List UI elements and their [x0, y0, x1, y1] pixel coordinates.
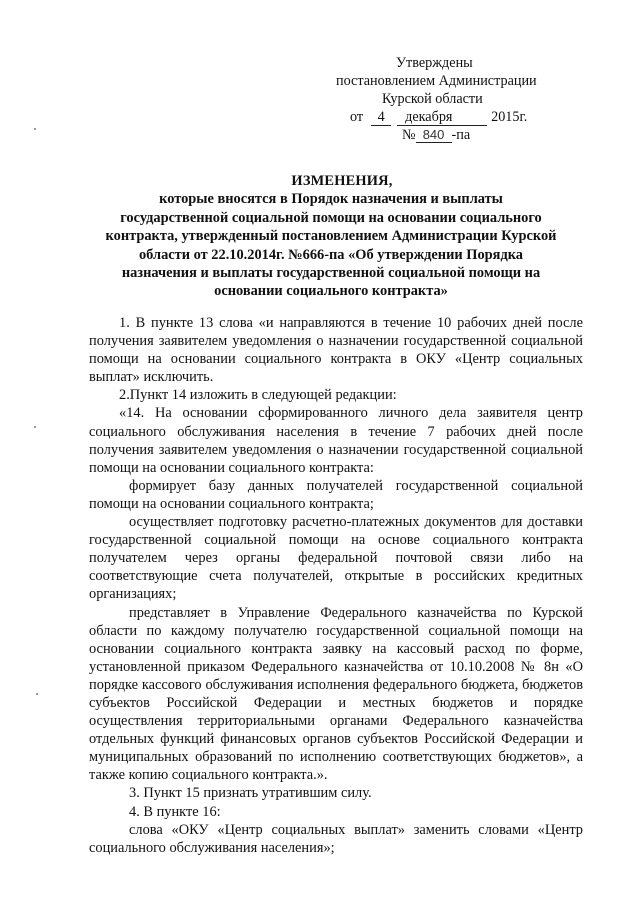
approval-title: Утверждены: [396, 55, 473, 71]
approval-year: 2015г.: [491, 109, 528, 125]
approval-number-line: [330, 126, 580, 144]
body-paragraph-words-replace: слова «ОКУ «Центр социальных выплат» заменить словами «Центр социального обслуживания населения»;: [89, 821, 583, 856]
body-paragraph-item-4: 4. В пункте 16:: [129, 803, 221, 820]
title-line: области от 22.10.2014г. №666-па «Об утверждении Порядка: [138, 246, 523, 263]
body-paragraph-item-2: 2.Пункт 14 изложить в следующей редакции:: [119, 387, 397, 404]
approval-month: декабря: [397, 110, 487, 126]
scan-speck: [36, 693, 38, 695]
title-line: которые вносятся в Порядок назначения и выплаты: [159, 191, 503, 208]
approval-day: 4: [371, 110, 391, 126]
title-line: назначения и выплаты государственной социальной помощи на: [121, 265, 541, 282]
body-paragraph-item-14: «14. На основании сформированного личного дела заявителя центр социального обслуживания населения в течение 7 рабочих дней после получения заявителем уведомления о назначении государственной социальной помощи на основании социального контракта:: [89, 405, 583, 476]
document-title: [90, 172, 572, 301]
approval-region: Курской области: [382, 91, 483, 107]
scan-speck: [34, 128, 36, 130]
approval-number: 840: [416, 127, 452, 143]
title-line: государственной социальной помощи на основании социального: [120, 209, 542, 226]
document-body: [89, 314, 583, 857]
approval-date-prefix: от: [350, 109, 364, 125]
body-paragraph-database: формирует базу данных получателей государственной социальной помощи на основании социального контракта;: [89, 477, 583, 512]
approval-stamp-block: [330, 54, 580, 144]
title-heading: ИЗМЕНЕНИЯ,: [291, 173, 393, 189]
body-paragraph-item-1: 1. В пункте 13 слова «и направляются в течение 10 рабочих дней после получения заявителем уведомления о назначении государственной социальной помощи на основании социального контракта в ОКУ «Центр социальных выплат» исключить.: [89, 315, 583, 386]
approval-date-line: [330, 108, 580, 126]
body-paragraph-item-3: 3. Пункт 15 признать утратившим силу.: [129, 785, 372, 802]
approval-issuer: постановлением Администрации: [336, 73, 537, 89]
body-paragraph-payment-docs: осуществляет подготовку расчетно-платежных документов для доставки государственной социальной помощи на основе социального контракта получателем через органы федеральной почтовой связи либо на соответствующие счета получателей, открытые в российских кредитных организациях;: [89, 514, 583, 603]
body-paragraph-treasury-request: представляет в Управление Федерального казначейства по Курской области по каждому получателю государственной социальной помощи на основании социального контракта заявку на кассовый расход по форме, установленной приказом Федерального казначейства от 10.10.2008 № 8н «О порядке кассового обслуживания исполнения федерального бюджета, бюджетов субъектов Российской Федерации и местных бюджетов и порядке осуществления территориальными органами Федерального казначейства отдельных функций финансовых органов субъектов Российской Федерации и муниципальных образований по исполнению соответствующих бюджетов», а также копию социального контракта.».: [89, 604, 583, 784]
approval-number-suffix: -па: [451, 127, 471, 143]
title-line: основании социального контракта»: [214, 283, 448, 300]
title-line: контракта, утвержденный постановлением Администрации Курской: [105, 228, 557, 245]
scan-speck: [34, 426, 36, 428]
approval-number-prefix: №: [402, 127, 416, 143]
